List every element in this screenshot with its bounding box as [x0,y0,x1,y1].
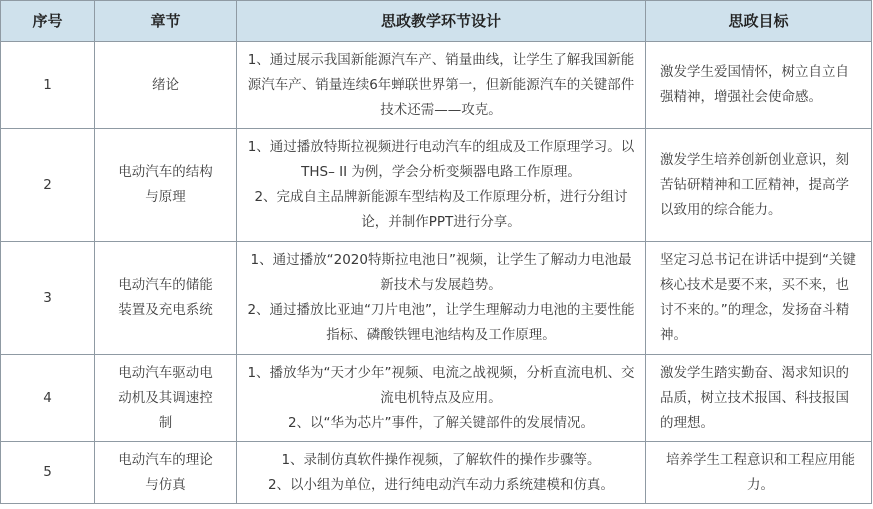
row-goal: 激发学生爱国情怀，树立自立自强精神，增强社会使命感。 [646,42,872,129]
table-row [1,42,872,129]
row-chapter: 电动汽车驱动电动机及其调速控制 [95,355,237,442]
table-row [1,242,872,355]
design-item: 2、以小组为单位，进行纯电动汽车动力系统建模和仿真。 [267,476,615,493]
row-index: 2 [1,129,95,242]
row-index: 4 [1,355,95,442]
row-index: 5 [1,442,95,504]
row-index: 3 [1,242,95,355]
row-design [237,355,646,442]
row-chapter: 电动汽车的结构与原理 [95,129,237,242]
design-item: 2、通过播放比亚迪“刀片电池”，让学生理解动力电池的主要性能指标、磷酸铁锂电池结构及工作原理。 [247,302,635,343]
design-item: 1、通过展示我国新能源汽车产、销量曲线，让学生了解我国新能源汽车产、销量连续6年蝉联世界第一，但新能源汽车的关键部件技术还需——攻克。 [247,51,635,118]
design-item: 1、播放华为“天才少年”视频、电流之战视频，分析直流电机、交流电机特点及应用。 [247,364,635,406]
table-row [1,355,872,442]
design-item: 2、完成自主品牌新能源车型结构及工作原理分析，进行分组讨论，并制作PPT进行分享。 [254,189,628,230]
table-row [1,442,872,504]
header-design: 思政教学环节设计 [237,1,646,42]
row-chapter: 绪论 [95,42,237,129]
row-chapter: 电动汽车的储能装置及充电系统 [95,242,237,355]
row-goal: 激发学生踏实勤奋、渴求知识的品质，树立技术报国、科技报国的理想。 [646,355,872,442]
design-item: 1、通过播放特斯拉视频进行电动汽车的组成及工作原理学习。以THS– II 为例，学会分析变频器电路工作原理。 [247,139,635,180]
table-header-row [1,1,872,42]
row-goal: 激发学生培养创新创业意识，刻苦钻研精神和工匠精神，提高学以致用的综合能力。 [646,129,872,242]
row-design [237,242,646,355]
header-goal: 思政目标 [646,1,872,42]
header-chapter: 章节 [95,1,237,42]
row-chapter: 电动汽车的理论与仿真 [95,442,237,504]
row-design [237,42,646,129]
design-item: 1、录制仿真软件操作视频，了解软件的操作步骤等。 [281,451,601,468]
row-goal: 培养学生工程意识和工程应用能力。 [646,442,872,504]
table-row [1,129,872,242]
row-index: 1 [1,42,95,129]
row-design [237,442,646,504]
row-design [237,129,646,242]
design-item: 1、通过播放“2020特斯拉电池日”视频，让学生了解动力电池最新技术与发展趋势。 [250,252,632,293]
header-index: 序号 [1,1,95,42]
design-item: 2、以“华为芯片”事件，了解关键部件的发展情况。 [287,414,595,431]
row-goal: 坚定习总书记在讲话中提到“关键核心技术是要不来，买不来，也讨不来的。”的理念，发扬奋斗精神。 [646,242,872,355]
